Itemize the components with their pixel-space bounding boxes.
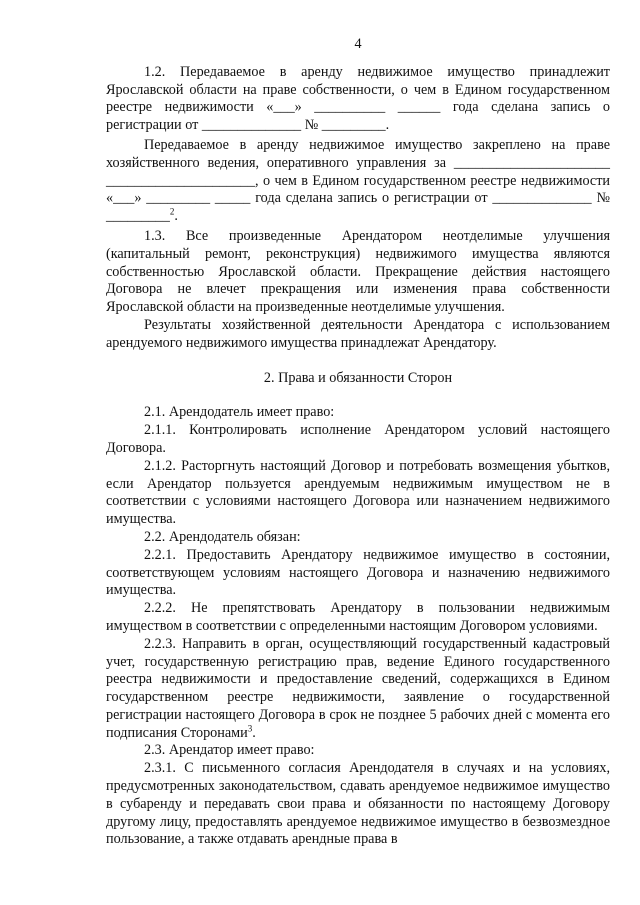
- page-number: 4: [354, 36, 362, 52]
- paragraph-2-1-2: 2.1.2. Расторгнуть настоящий Договор и потребовать возмещения убытков, если Арендатор пользуется арендуемым недвижимым имуществом не в соответствии с условиями настоящего Договора или назначением недвижимого имущества.: [106, 457, 610, 528]
- paragraph-2-2: 2.2. Арендодатель обязан:: [144, 528, 301, 545]
- paragraph-results: Результаты хозяйственной деятельности Арендатора с использованием арендуемого недвижимого имущества принадлежат Арендатору.: [106, 316, 610, 351]
- paragraph-2-2-2: 2.2.2. Не препятствовать Арендатору в пользовании недвижимым имуществом в соответствии с определенными настоящим Договором условиями.: [106, 600, 610, 634]
- paragraph-2-2-3-text: 2.2.3. Направить в орган, осуществляющий государственный кадастровый учет, государственную регистрацию прав, ведение Единого государственного реестра недвижимости и предоставление сведений, содержащихся в Едином государственном реестре недвижимости, заявление о государственной регистрации настоящего Договора в срок не позднее 5 рабочих дней с момента его подписания Сторонами: [106, 635, 610, 741]
- paragraph-1-3: 1.3. Все произведенные Арендатором неотделимые улучшения (капитальный ремонт, реконструкция) недвижимого имущества являются собственностью Ярославской области. Прекращение действия настоящего Договора не влечет прекращения или изменения права собственности Ярославской области на произведенные неотделимые улучшения.: [106, 227, 610, 316]
- paragraph-2-3-1: 2.3.1. С письменного согласия Арендодателя в случаях и на условиях, предусмотренных законодательством, сдавать арендуемое недвижимое имущество в субаренду и передавать свои права и обязанности по настоящему Договору другому лицу, предоставлять арендуемое недвижимое имущество в безвозмездное пользование, а также отдавать арендные права в: [106, 760, 610, 848]
- footnote-mark-2-tail: .: [174, 208, 178, 225]
- paragraph-2-3: 2.3. Арендатор имеет право:: [144, 742, 315, 759]
- document-page: [106, 36, 610, 849]
- footnote-mark-2: 2: [169, 206, 175, 217]
- paragraph-1-2: 1.2. Передаваемое в аренду недвижимое имущество принадлежит Ярославской области на праве собственности, о чем в Едином государственном реестре недвижимости «___» __________ ______ года сделана запись о регистрации от ______________ № _________.: [106, 63, 610, 134]
- paragraph-2-1-1: 2.1.1. Контролировать исполнение Арендатором условий настоящего Договора.: [106, 422, 610, 456]
- footnote-mark-3-tail: .: [252, 724, 256, 741]
- section-title: 2. Права и обязанности Сторон: [263, 369, 453, 386]
- paragraph-2-2-1: 2.2.1. Предоставить Арендатору недвижимое имущество в состоянии, соответствующем условиям настоящего Договора и назначению недвижимого имущества.: [106, 546, 610, 599]
- paragraph-hozvedenie-text: Передаваемое в аренду недвижимое имущество закреплено на праве хозяйственного ведения, оперативного управления за ______________________ _____________________, о чем в Едином государственном реестре недвижимости «___» _________ _____ года сделана запись о регистрации от ______________ № _________: [106, 136, 610, 225]
- paragraph-2-2-3: [106, 636, 610, 743]
- paragraph-hozvedenie: [106, 137, 610, 226]
- footnote-mark-3: 3: [247, 722, 253, 733]
- paragraph-2-1: 2.1. Арендодатель имеет право:: [144, 404, 335, 421]
